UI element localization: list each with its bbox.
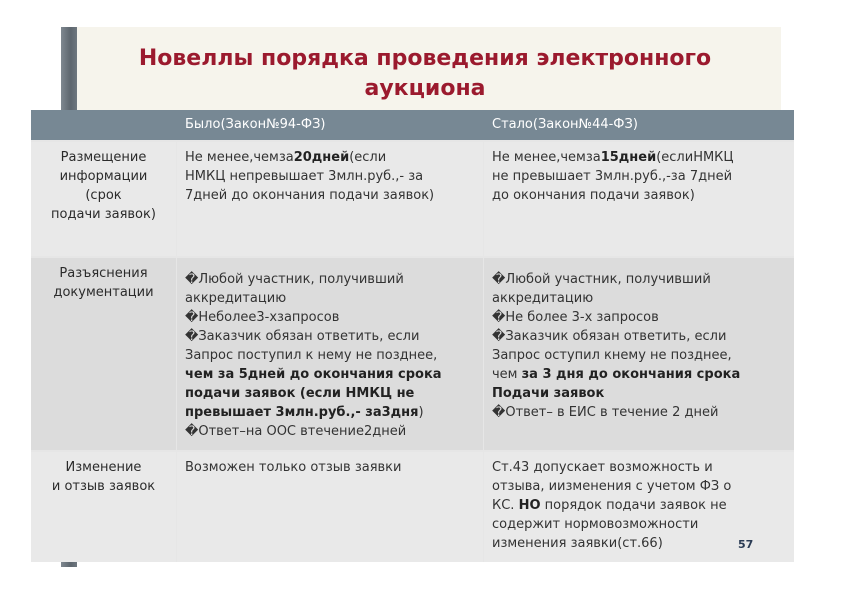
text-line: не превышает 3млн.руб.,-за 7дней: [492, 169, 733, 184]
text-span: КС.: [492, 498, 519, 513]
comparison-table: [31, 110, 794, 562]
text-line: [185, 403, 477, 422]
label-line: Размещение: [60, 150, 147, 165]
bold-line: Подачи заявок: [492, 386, 605, 401]
header-after-cell: Стало(Закон№44-ФЗ): [492, 117, 638, 132]
cell-after-placement: [484, 142, 794, 256]
text-line: до окончания подачи заявок): [492, 188, 695, 203]
bold-span: 20дней: [293, 150, 350, 165]
label-line: Изменение: [65, 460, 142, 475]
header-empty-cell: [31, 110, 176, 140]
label-line: документации: [53, 285, 154, 300]
text-line: Возможен только отзыв заявки: [185, 460, 402, 475]
text-line: Ст.43 допускает возможность и: [492, 460, 713, 475]
row-label-changes: [31, 452, 176, 562]
table-header-row: [31, 110, 794, 140]
row-label-placement: [31, 142, 176, 256]
bold-span: 15дней: [600, 150, 657, 165]
table-row-clarifications: [31, 258, 794, 450]
text-line: НМКЦ непревышает 3млн.руб.,- за: [185, 169, 424, 184]
text-line: [185, 148, 477, 167]
text-line: �Ответ–на ООС втечение2дней: [185, 424, 407, 439]
cell-before-clarifications: [177, 258, 483, 450]
text-span: чем: [492, 367, 522, 382]
label-line: и отзыв заявок: [51, 479, 156, 494]
text-line: �Заказчик обязан ответить, если: [492, 329, 727, 344]
label-line: информации: [59, 169, 148, 184]
label-line: Разъяснения: [59, 266, 148, 281]
text-line: Запрос оступил кнему не позднее,: [492, 348, 732, 363]
title-line-1: Новеллы порядка проведения электронного: [138, 46, 712, 71]
bold-span: НО: [518, 498, 541, 513]
title-line-2: аукциона: [364, 76, 486, 101]
label-line: (срок: [85, 188, 122, 203]
cell-before-changes: [177, 452, 483, 562]
text-span: (еслиНМКЦ: [656, 150, 734, 165]
text-span: ): [418, 405, 424, 420]
text-line: Запрос поступил к нему не позднее,: [185, 348, 438, 363]
table-row-changes: [31, 452, 794, 562]
text-span: Не менее,чемза: [492, 150, 601, 165]
bold-line: чем за 5дней до окончания срока: [185, 367, 442, 382]
text-span: Не менее,чемза: [185, 150, 294, 165]
bold-span: за 3 дня до окончания срока: [521, 367, 741, 382]
text-line: [492, 148, 788, 167]
cell-after-clarifications: [484, 258, 794, 450]
text-line: [492, 365, 788, 384]
text-line: �Заказчик обязан ответить, если: [185, 329, 420, 344]
text-line: �Неболее3-хзапросов: [185, 310, 340, 325]
text-line: �Не более 3-х запросов: [492, 310, 659, 325]
text-line: аккредитацию: [492, 291, 594, 306]
text-line: аккредитацию: [185, 291, 287, 306]
text-line: �Любой участник, получивший: [492, 272, 711, 287]
table-row-placement: [31, 142, 794, 256]
bold-span: превышает 3млн.руб.,- за3дня: [185, 405, 419, 420]
label-line: подачи заявок): [51, 207, 156, 222]
cell-before-placement: [177, 142, 483, 256]
text-line: содержит нормовозможности: [492, 517, 699, 532]
row-label-clarifications: [31, 258, 176, 450]
text-line: �Любой участник, получивший: [185, 272, 404, 287]
text-line: изменения заявки(ст.66): [492, 536, 663, 551]
page-number: 57: [738, 538, 754, 551]
text-line: отзыва, иизменения с учетом ФЗ о: [492, 479, 732, 494]
slide-title: [80, 44, 770, 104]
text-span: (если: [349, 150, 387, 165]
text-line: �Ответ– в ЕИС в течение 2 дней: [492, 405, 719, 420]
text-span: порядок подачи заявок не: [540, 498, 727, 513]
header-before-cell: Было(Закон№94-ФЗ): [185, 117, 326, 132]
bold-line: подачи заявок (если НМКЦ не: [185, 386, 415, 401]
text-line: 7дней до окончания подачи заявок): [185, 188, 435, 203]
text-line: [492, 496, 788, 515]
